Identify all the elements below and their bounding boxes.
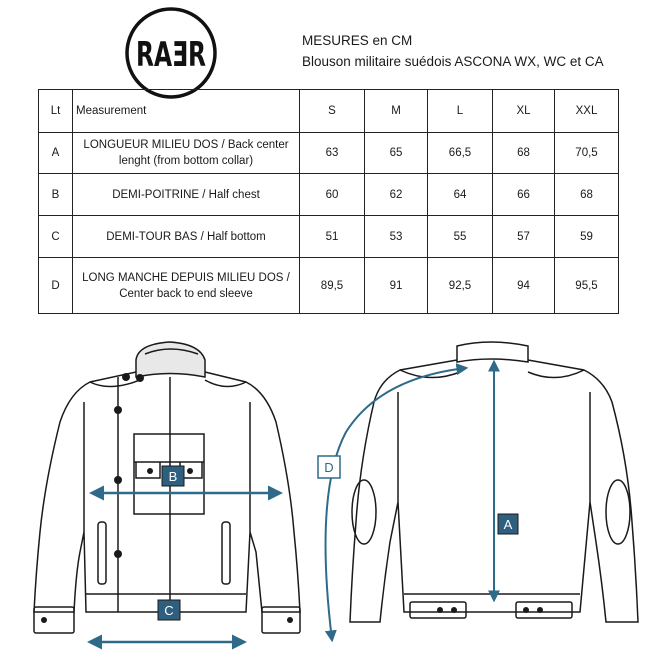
cell-l: 66,5	[428, 133, 493, 174]
logo-text: RAƎR	[136, 35, 206, 75]
table-row	[39, 216, 619, 258]
cell-m: 62	[365, 174, 428, 216]
table-row	[39, 258, 619, 314]
row-letter: D	[39, 258, 73, 314]
table-header-row	[39, 90, 619, 133]
front-buttons	[41, 373, 293, 623]
title-block	[302, 30, 604, 72]
row-label: DEMI-POITRINE / Half chest	[73, 174, 300, 216]
row-letter: C	[39, 216, 73, 258]
cell-xxl: 95,5	[555, 258, 619, 314]
cell-s: 89,5	[300, 258, 365, 314]
row-letter: B	[39, 174, 73, 216]
size-table	[38, 89, 619, 314]
cell-l: 92,5	[428, 258, 493, 314]
back-collar	[457, 342, 528, 362]
header-l: L	[428, 90, 493, 133]
header-s: S	[300, 90, 365, 133]
measure-line-d	[326, 368, 466, 640]
cell-l: 64	[428, 174, 493, 216]
cell-s: 63	[300, 133, 365, 174]
cell-s: 51	[300, 216, 365, 258]
header-measurement: Measurement	[73, 90, 300, 133]
front-collar	[136, 342, 205, 377]
cell-xxl: 68	[555, 174, 619, 216]
cell-xxl: 59	[555, 216, 619, 258]
table-row	[39, 133, 619, 174]
cell-xl: 68	[493, 133, 555, 174]
header-xxl: XXL	[555, 90, 619, 133]
cell-m: 53	[365, 216, 428, 258]
row-label-line-2: lenght (from bottom collar)	[118, 155, 254, 167]
cell-xl: 66	[493, 174, 555, 216]
title-line-1: MESURES en CM	[302, 33, 413, 48]
row-label	[73, 258, 300, 314]
title-line-2: Blouson militaire suédois ASCONA WX, WC et CA	[302, 54, 604, 69]
brand-logo	[124, 6, 218, 100]
header-m: M	[365, 90, 428, 133]
jacket-diagrams	[0, 322, 658, 651]
label-a: A	[503, 517, 513, 532]
table-row	[39, 174, 619, 216]
cell-m: 91	[365, 258, 428, 314]
row-letter: A	[39, 133, 73, 174]
cell-xl: 57	[493, 216, 555, 258]
cell-l: 55	[428, 216, 493, 258]
header-lt: Lt	[39, 90, 73, 133]
front-jacket-drawing	[34, 342, 300, 633]
cell-m: 65	[365, 133, 428, 174]
cell-xxl: 70,5	[555, 133, 619, 174]
cell-xl: 94	[493, 258, 555, 314]
row-label-line-2: Center back to end sleeve	[119, 287, 253, 300]
row-label-line-1: LONG MANCHE DEPUIS MILIEU DOS /	[82, 271, 290, 284]
row-label: DEMI-TOUR BAS / Half bottom	[73, 216, 300, 258]
header-xl: XL	[493, 90, 555, 133]
label-c: C	[164, 603, 174, 618]
row-label-line-1: LONGUEUR MILIEU DOS / Back center	[83, 139, 289, 151]
label-d: D	[324, 460, 334, 475]
cell-s: 60	[300, 174, 365, 216]
label-b: B	[168, 469, 178, 484]
row-label	[73, 133, 300, 174]
